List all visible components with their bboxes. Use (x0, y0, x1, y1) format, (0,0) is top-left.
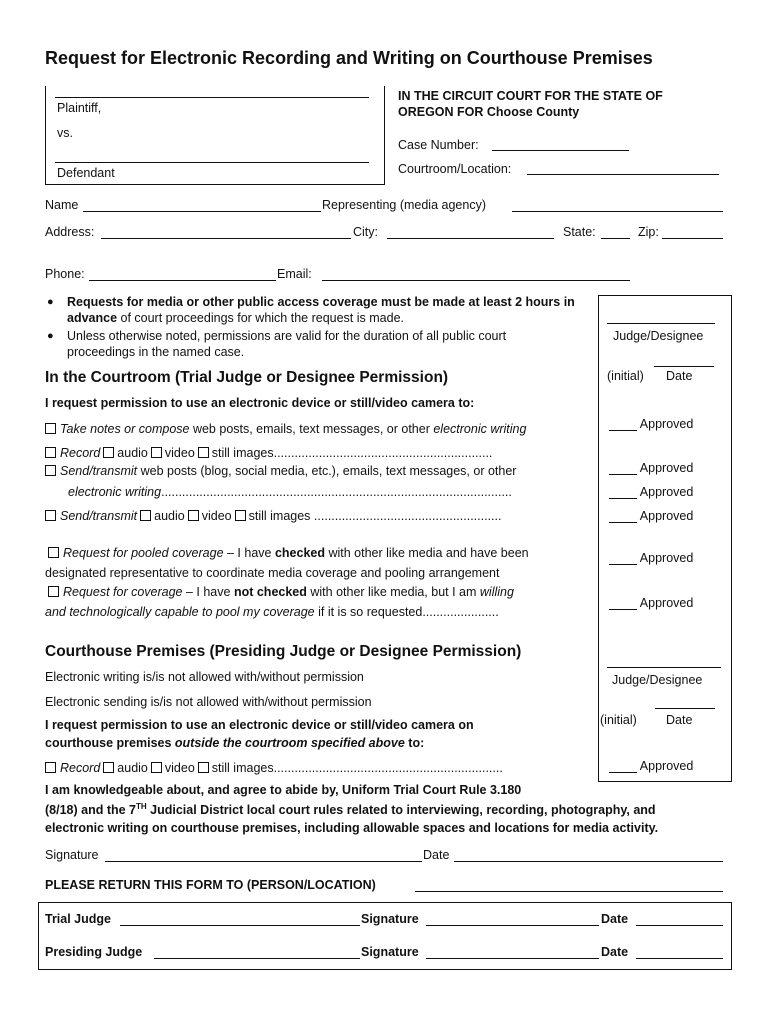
premises-heading: Courthouse Premises (Presiding Judge or Designee Permission) (45, 643, 522, 660)
email-field[interactable] (322, 280, 630, 281)
plaintiff-line[interactable] (55, 97, 369, 98)
email-label: Email: (277, 267, 312, 281)
courtroom-label: Courtroom/Location: (398, 162, 512, 176)
send-video-checkbox[interactable] (188, 510, 199, 521)
send-audio-checkbox[interactable] (140, 510, 151, 521)
approved-initial-field[interactable] (609, 552, 637, 565)
plaintiff-label: Plaintiff, (57, 101, 102, 115)
send-media-option: Send/transmit audio video still images ...................................................... (45, 509, 501, 523)
record-option: Record audio video still images............................................................... (45, 446, 492, 460)
court-name-line1: IN THE CIRCUIT COURT FOR THE STATE OF (398, 89, 663, 103)
judge-designee-label-2: Judge/Designee (612, 673, 703, 687)
trial-date-label: Date (601, 912, 629, 926)
approved-premises-record: Approved (609, 759, 693, 773)
trial-signature-label: Signature (361, 912, 419, 926)
initial-label-2: (initial) (600, 713, 637, 727)
phone-label: Phone: (45, 267, 85, 281)
send-checkbox[interactable] (45, 465, 56, 476)
presiding-date-field[interactable] (636, 958, 723, 959)
agreement-line3: electronic writing on courthouse premises, including allowable spaces and locations for media activity. (45, 821, 659, 835)
presiding-judge-label: Presiding Judge (45, 945, 143, 959)
signature-date-label: Date (423, 848, 450, 862)
video-checkbox[interactable] (151, 447, 162, 458)
audio-checkbox[interactable] (103, 447, 114, 458)
signature-label: Signature (45, 848, 99, 862)
pooled-option: Request for pooled coverage – I have checked with other like media and have been (45, 546, 529, 560)
agreement-line2: (8/18) and the 7TH Judicial District local court rules related to interviewing, recording, photography, and (45, 802, 656, 818)
premises-record-checkbox[interactable] (45, 762, 56, 773)
take-notes-checkbox[interactable] (45, 423, 56, 434)
page-title: Request for Electronic Recording and Writing on Courthouse Premises (45, 48, 653, 68)
city-field[interactable] (387, 238, 554, 239)
pooled-checkbox[interactable] (48, 547, 59, 558)
judge-designee-line-1[interactable] (607, 323, 715, 324)
presiding-judge-field[interactable] (154, 958, 360, 959)
bullet-icon: ● (47, 330, 54, 342)
presiding-signature-label: Signature (361, 945, 419, 959)
state-label: State: (563, 225, 596, 239)
approved-initial-field[interactable] (609, 510, 637, 523)
premises-video-checkbox[interactable] (151, 762, 162, 773)
send-still-checkbox[interactable] (235, 510, 246, 521)
approved-initial-field[interactable] (609, 418, 637, 431)
initial-label-1: (initial) (607, 369, 644, 383)
zip-label: Zip: (638, 225, 659, 239)
case-number-field[interactable] (492, 150, 629, 151)
address-label: Address: (45, 225, 95, 239)
case-number-label: Case Number: (398, 138, 479, 152)
date-line-1[interactable] (654, 366, 714, 367)
record-checkbox[interactable] (45, 447, 56, 458)
courtroom-request: I request permission to use an electronic device or still/video camera to: (45, 396, 475, 410)
take-notes-option: Take notes or compose web posts, emails, text messages, or other electronic writing (45, 422, 526, 436)
still-images-checkbox[interactable] (198, 447, 209, 458)
presiding-date-label: Date (601, 945, 629, 959)
premises-request-line1: I request permission to use an electronic device or still/video camera on (45, 718, 474, 732)
premises-request-line2: courthouse premises outside the courtroom specified above to: (45, 736, 425, 750)
vs-label: vs. (57, 126, 73, 140)
coverage-checkbox[interactable] (48, 586, 59, 597)
coverage-option-line2: and technologically capable to pool my coverage if it is so requested...................... (45, 605, 499, 619)
approved-send-media: Approved (609, 509, 693, 523)
approved-initial-field[interactable] (609, 462, 637, 475)
trial-judge-field[interactable] (120, 925, 360, 926)
send-media-checkbox[interactable] (45, 510, 56, 521)
premises-audio-checkbox[interactable] (103, 762, 114, 773)
approved-coverage: Approved (609, 596, 693, 610)
date-label-2: Date (666, 713, 693, 727)
approved-record: Approved (609, 461, 693, 475)
approved-initial-field[interactable] (609, 486, 637, 499)
bullet-icon: ● (47, 296, 54, 308)
approved-send: Approved (609, 485, 693, 499)
court-name-line2: OREGON FOR Choose County (398, 105, 580, 119)
electronic-sending-rule: Electronic sending is/is not allowed with/without permission (45, 695, 372, 709)
judge-designee-label-1: Judge/Designee (613, 329, 704, 343)
city-label: City: (353, 225, 378, 239)
presiding-signature-field[interactable] (426, 958, 599, 959)
courtroom-field[interactable] (527, 174, 719, 175)
judge-designee-line-2[interactable] (607, 667, 721, 668)
premises-record-option: Record audio video still images.................................................................. (45, 761, 503, 775)
representing-label: Representing (media agency) (322, 198, 486, 212)
state-field[interactable] (601, 238, 630, 239)
signature-field[interactable] (105, 861, 422, 862)
defendant-line[interactable] (55, 162, 369, 163)
name-field[interactable] (83, 211, 321, 212)
pooled-option-line2: designated representative to coordinate media coverage and pooling arrangement (45, 566, 500, 580)
date-line-2[interactable] (655, 708, 715, 709)
representing-field[interactable] (512, 211, 723, 212)
notice-duration: Unless otherwise noted, permissions are valid for the duration of all public court proceedings in the named case. (67, 329, 507, 359)
send-option-line2: electronic writing..................................................................................................... (68, 485, 512, 499)
trial-date-field[interactable] (636, 925, 723, 926)
name-label: Name (45, 198, 79, 212)
signature-date-field[interactable] (454, 861, 723, 862)
notice-advance: Requests for media or other public access coverage must be made at least 2 hours in advance of court proceedings for which the request is made. (67, 295, 575, 325)
coverage-option: Request for coverage – I have not checked with other like media, but I am willing (45, 585, 514, 599)
approved-take-notes: Approved (609, 417, 693, 431)
trial-signature-field[interactable] (426, 925, 599, 926)
approved-initial-field[interactable] (609, 597, 637, 610)
address-field[interactable] (101, 238, 351, 239)
return-to-label: PLEASE RETURN THIS FORM TO (PERSON/LOCATION) (45, 878, 376, 892)
trial-judge-label: Trial Judge (45, 912, 111, 926)
electronic-writing-rule: Electronic writing is/is not allowed with/without permission (45, 670, 364, 684)
return-to-field[interactable] (415, 891, 723, 892)
zip-field[interactable] (662, 238, 723, 239)
phone-field[interactable] (89, 280, 276, 281)
approved-initial-field[interactable] (609, 760, 637, 773)
courtroom-heading: In the Courtroom (Trial Judge or Designee Permission) (45, 369, 449, 386)
defendant-label: Defendant (57, 166, 115, 180)
premises-still-checkbox[interactable] (198, 762, 209, 773)
approved-pooled: Approved (609, 551, 693, 565)
send-option: Send/transmit web posts (blog, social media, etc.), emails, text messages, or other (45, 464, 516, 478)
date-label-1: Date (666, 369, 693, 383)
agreement-line1: I am knowledgeable about, and agree to abide by, Uniform Trial Court Rule 3.180 (45, 783, 522, 797)
